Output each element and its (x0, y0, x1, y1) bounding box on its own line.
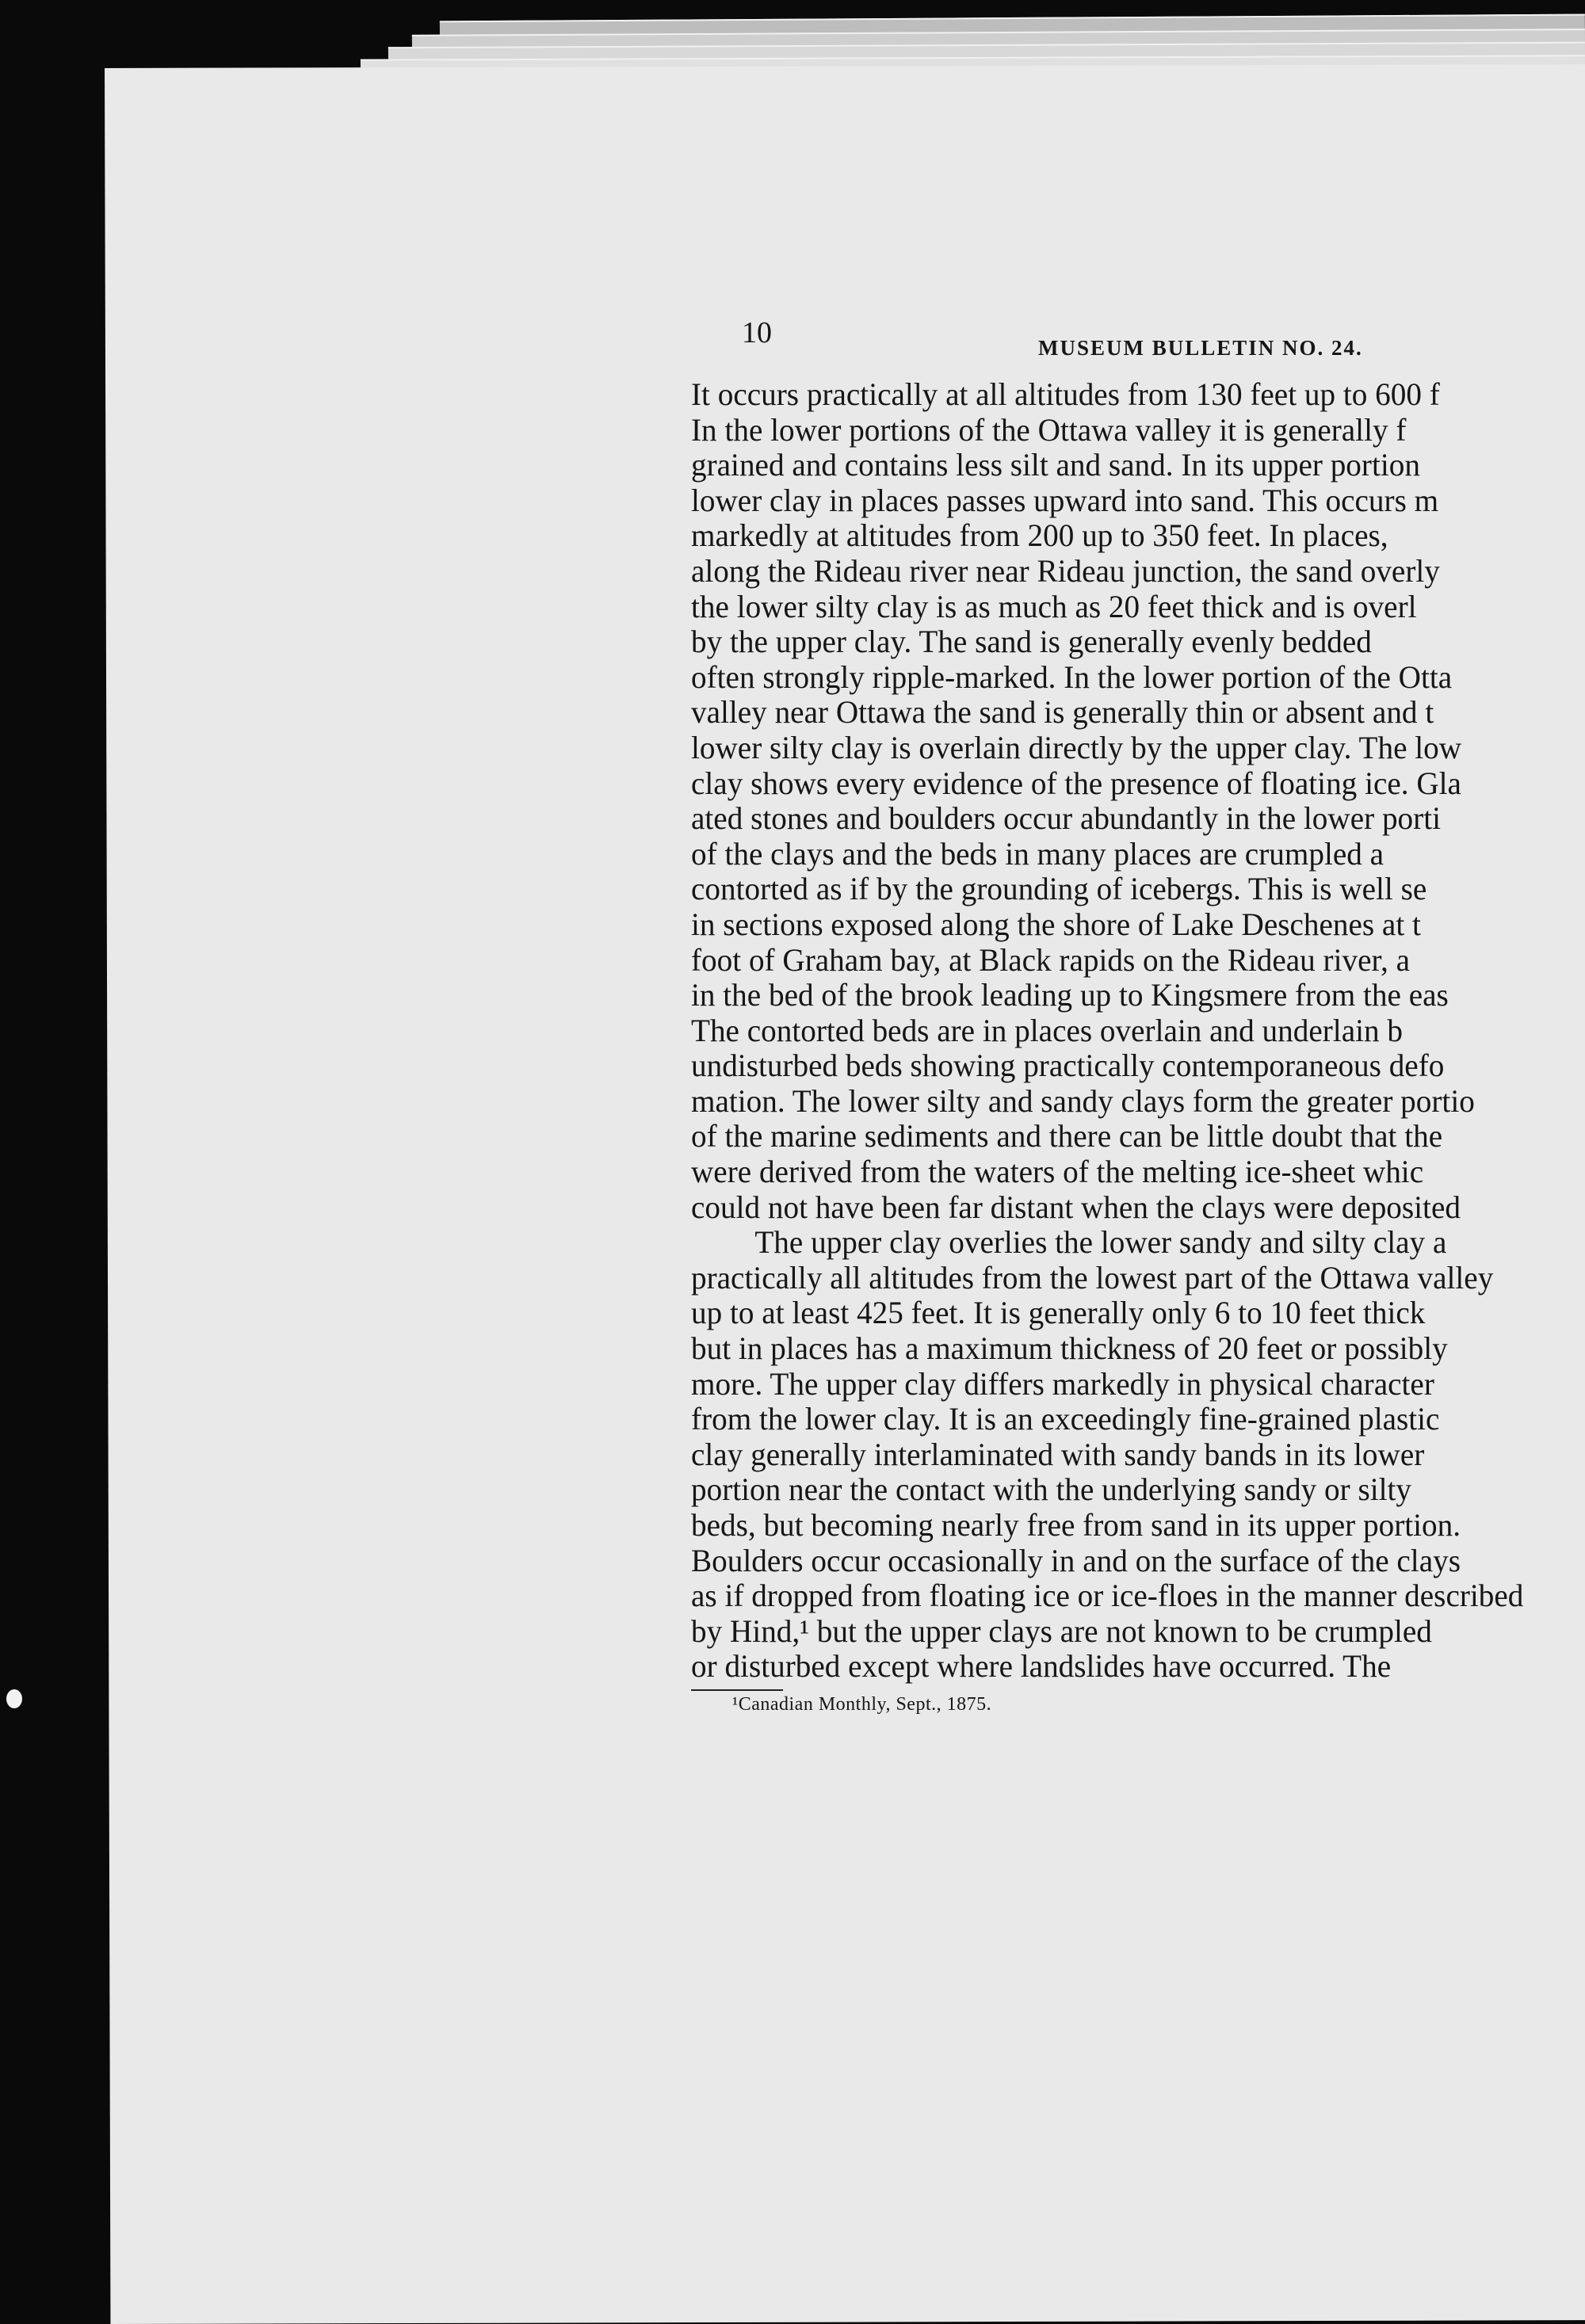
text-line: as if dropped from floating ice or ice-floes in the manner described (691, 1578, 1524, 1614)
text-line: were derived from the waters of the melting ice-sheet whic (691, 1154, 1424, 1190)
text-line: by Hind,¹ but the upper clays are not known to be crumpled (691, 1612, 1432, 1649)
text-line: mation. The lower silty and sandy clays form the greater portio (691, 1082, 1475, 1119)
paragraph-1 (691, 377, 1585, 1225)
page-header (691, 315, 1585, 377)
text-line: of the clays and the beds in many places are crumpled a (691, 835, 1384, 872)
text-line: more. The upper clay differs markedly in physical character (691, 1365, 1434, 1402)
scan-mark (6, 1689, 22, 1708)
text-line: practically all altitudes from the lowest part of the Ottawa valley (691, 1259, 1494, 1296)
text-line: ated stones and boulders occur abundantly in the lower porti (691, 800, 1441, 837)
running-head: MUSEUM BULLETIN NO. 24. (1038, 336, 1363, 360)
text-line: It occurs practically at all altitudes from 130 feet up to 600 f (691, 376, 1440, 412)
text-line: or disturbed except where landslides have occurred. The (691, 1648, 1392, 1685)
text-line: markedly at altitudes from 200 up to 350 feet. In places, (691, 517, 1388, 554)
text-line: lower clay in places passes upward into sand. This occurs m (691, 482, 1439, 518)
text-line: foot of Graham bay, at Black rapids on the Rideau river, a (691, 941, 1410, 978)
text-line: The upper clay overlies the lower sandy and silty clay a (754, 1224, 1447, 1261)
page-content (691, 315, 1585, 1715)
footnote: ¹Canadian Monthly, Sept., 1875. (732, 1693, 992, 1715)
text-line: grained and contains less silt and sand. In its upper portion (691, 447, 1420, 483)
text-line: beds, but becoming nearly free from sand in its upper portion. (691, 1507, 1461, 1543)
text-line: undisturbed beds showing practically contemporaneous defo (691, 1048, 1445, 1084)
text-line: up to at least 425 feet. It is generally only 6 to 10 feet thick (691, 1295, 1426, 1331)
text-line: along the Rideau river near Rideau junction, the sand overly (691, 552, 1440, 589)
text-line: The contorted beds are in places overlain and underlain b (691, 1012, 1403, 1048)
footnote-rule (691, 1689, 783, 1691)
text-line: of the marine sediments and there can be little doubt that the (691, 1118, 1443, 1154)
text-line: valley near Ottawa the sand is generally thin or absent and t (691, 694, 1434, 731)
paragraph-2 (691, 1225, 1585, 1685)
text-line: but in places has a maximum thickness of 20 feet or possibly (691, 1330, 1448, 1367)
text-line: In the lower portions of the Ottawa valley it is generally f (691, 411, 1407, 448)
text-line: from the lower clay. It is an exceedingly fine-grained plastic (691, 1401, 1440, 1437)
text-line: portion near the contact with the underlying sandy or silty (691, 1471, 1412, 1508)
text-line: Boulders occur occasionally in and on the surface of the clays (691, 1542, 1461, 1578)
text-line: in the bed of the brook leading up to Kingsmere from the eas (691, 977, 1449, 1013)
body-text (691, 377, 1585, 1685)
text-line: clay generally interlaminated with sandy bands in its lower (691, 1436, 1425, 1472)
text-line: often strongly ripple-marked. In the lower portion of the Otta (691, 658, 1453, 695)
text-line: could not have been far distant when the clays were deposited (691, 1189, 1461, 1225)
text-line: by the upper clay. The sand is generally evenly bedded (691, 624, 1372, 660)
text-line: contorted as if by the grounding of icebergs. This is well se (691, 871, 1427, 907)
text-line: lower silty clay is overlain directly by the upper clay. The low (691, 729, 1462, 765)
text-line: clay shows every evidence of the presence of floating ice. Gla (691, 765, 1461, 801)
text-line: the lower silty clay is as much as 20 feet thick and is overl (691, 588, 1417, 624)
page-number: 10 (742, 316, 772, 349)
text-line: in sections exposed along the shore of Lake Deschenes at t (691, 906, 1421, 942)
